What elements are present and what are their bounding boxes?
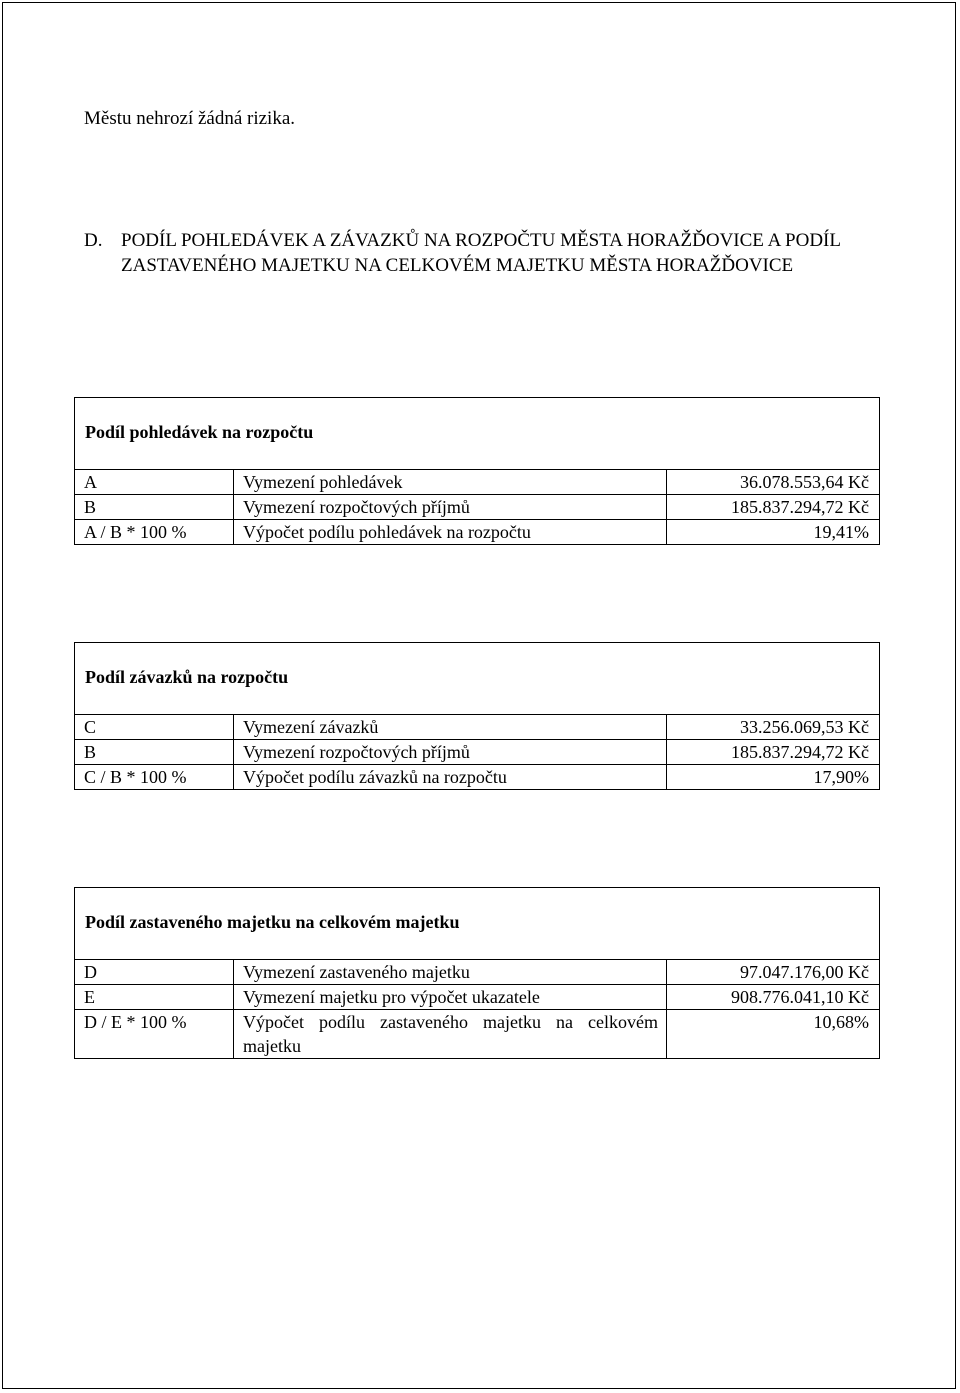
section-heading [84, 228, 884, 278]
row-code: C / B * 100 % [75, 765, 234, 789]
row-description: Vymezení majetku pro výpočet ukazatele [234, 985, 667, 1009]
section-number: D. [84, 230, 103, 251]
row-code: D [75, 960, 234, 984]
row-description: Vymezení zastaveného majetku [234, 960, 667, 984]
section-title: PODÍL POHLEDÁVEK A ZÁVAZKŮ NA ROZPOČTU MĚSTA HORAŽĎOVICE A PODÍL ZASTAVENÉHO MAJETKU NA CELKOVÉM MAJETKU MĚSTA HORAŽĎOVICE [121, 230, 841, 276]
table-pledged-assets [74, 887, 880, 1059]
table-receivables [74, 397, 880, 545]
row-value: 908.776.041,10 Kč [731, 987, 869, 1007]
row-code: C [75, 715, 234, 739]
table-row [75, 520, 879, 544]
row-description: Výpočet podílu zastaveného majetku na celkovém majetku [234, 1010, 667, 1058]
row-value: 17,90% [813, 767, 869, 787]
intro-text: Městu nehrozí žádná rizika. [84, 108, 296, 129]
row-code: B [75, 495, 234, 519]
table-title: Podíl pohledávek na rozpočtu [75, 398, 879, 470]
row-value: 33.256.069,53 Kč [740, 717, 869, 737]
row-value: 10,68% [813, 1012, 869, 1032]
table-row [75, 1010, 879, 1058]
table-row [75, 765, 879, 789]
table-row [75, 495, 879, 520]
row-description: Výpočet podílu závazků na rozpočtu [234, 765, 667, 789]
table-row [75, 985, 879, 1010]
table-title: Podíl závazků na rozpočtu [75, 643, 879, 715]
table-row [75, 715, 879, 740]
row-value: 97.047.176,00 Kč [740, 962, 869, 982]
row-value: 19,41% [813, 522, 869, 542]
table-liabilities [74, 642, 880, 790]
row-value: 36.078.553,64 Kč [740, 472, 869, 492]
row-description: Výpočet podílu pohledávek na rozpočtu [234, 520, 667, 544]
row-description: Vymezení závazků [234, 715, 667, 739]
row-code: A [75, 470, 234, 494]
row-description: Vymezení pohledávek [234, 470, 667, 494]
row-code: B [75, 740, 234, 764]
row-code: D / E * 100 % [75, 1010, 234, 1058]
table-row [75, 960, 879, 985]
row-value: 185.837.294,72 Kč [731, 742, 869, 762]
table-row [75, 740, 879, 765]
row-value: 185.837.294,72 Kč [731, 497, 869, 517]
row-code: A / B * 100 % [75, 520, 234, 544]
row-description: Vymezení rozpočtových příjmů [234, 495, 667, 519]
row-code: E [75, 985, 234, 1009]
table-title: Podíl zastaveného majetku na celkovém majetku [75, 888, 879, 960]
table-row [75, 470, 879, 495]
row-description: Vymezení rozpočtových příjmů [234, 740, 667, 764]
